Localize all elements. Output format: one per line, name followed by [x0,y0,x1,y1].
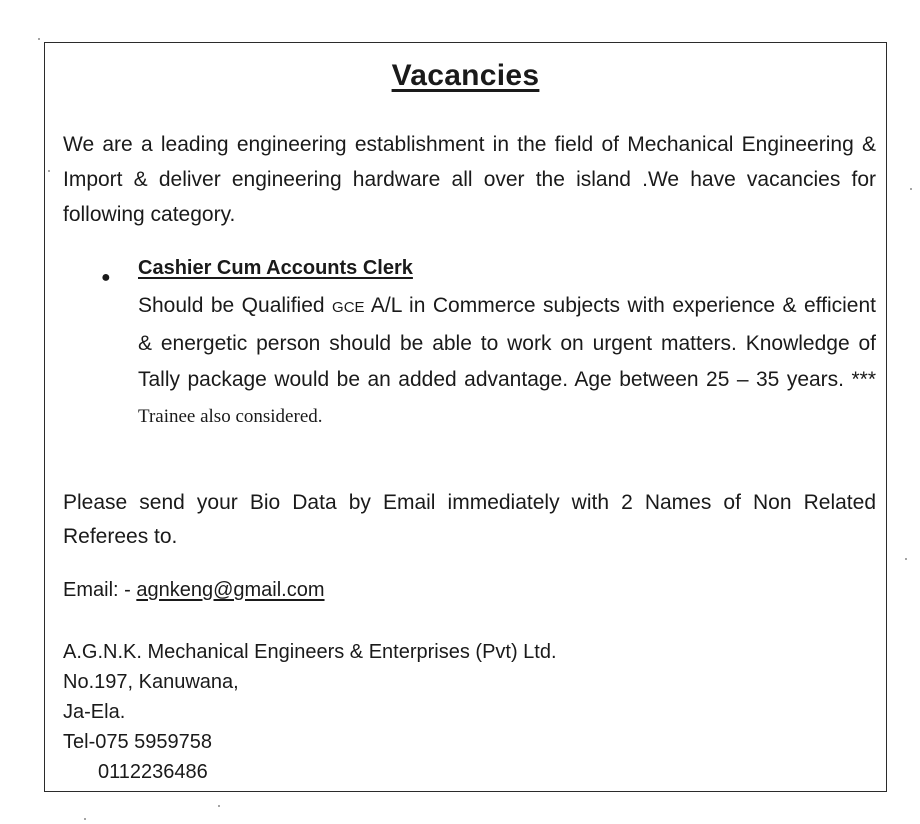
email-label: Email: - [63,579,137,601]
email-line [63,579,325,602]
company-name: A.G.N.K. Mechanical Engineers & Enterprises (Pvt) Ltd. [63,641,557,663]
telephone-primary: Tel-075 5959758 [63,731,213,753]
intro-paragraph: We are a leading engineering establishment in the field of Mechanical Engineering & Import & deliver engineering hardware all over the island .We have vacancies for following category. [63,133,876,226]
job-desc-part2: A/L in Commerce subjects with experience & efficient & energetic person should be able to work on urgent matters. Knowledge of Tally package would be an added advantage. Age between 25 – 35 years. *** [138,294,876,391]
company-address [63,637,557,787]
email-link[interactable]: agnkeng@gmail.com [136,579,325,601]
address-street: No.197, Kanuwana, [63,671,239,693]
job-description [138,288,876,435]
scan-speck [910,188,912,190]
scan-speck [48,170,50,172]
scan-speck [218,805,220,807]
job-desc-part1: Should be Qualified [138,294,333,317]
telephone-secondary: 0112236486 [98,761,208,783]
scan-speck [38,38,40,40]
job-title: Cashier Cum Accounts Clerk [138,257,413,279]
vacancy-ad-frame [44,42,887,792]
page-title: Vacancies [391,59,540,92]
job-desc-gce: GCE [332,299,365,316]
scan-speck [84,818,86,820]
bullet-icon: ● [101,269,111,286]
scan-speck [905,558,907,560]
job-desc-trainee: Trainee also considered. [138,406,323,427]
address-city: Ja-Ela. [63,701,126,723]
bio-data-instructions: Please send your Bio Data by Email immediately with 2 Names of Non Related Referees to. [63,491,876,548]
